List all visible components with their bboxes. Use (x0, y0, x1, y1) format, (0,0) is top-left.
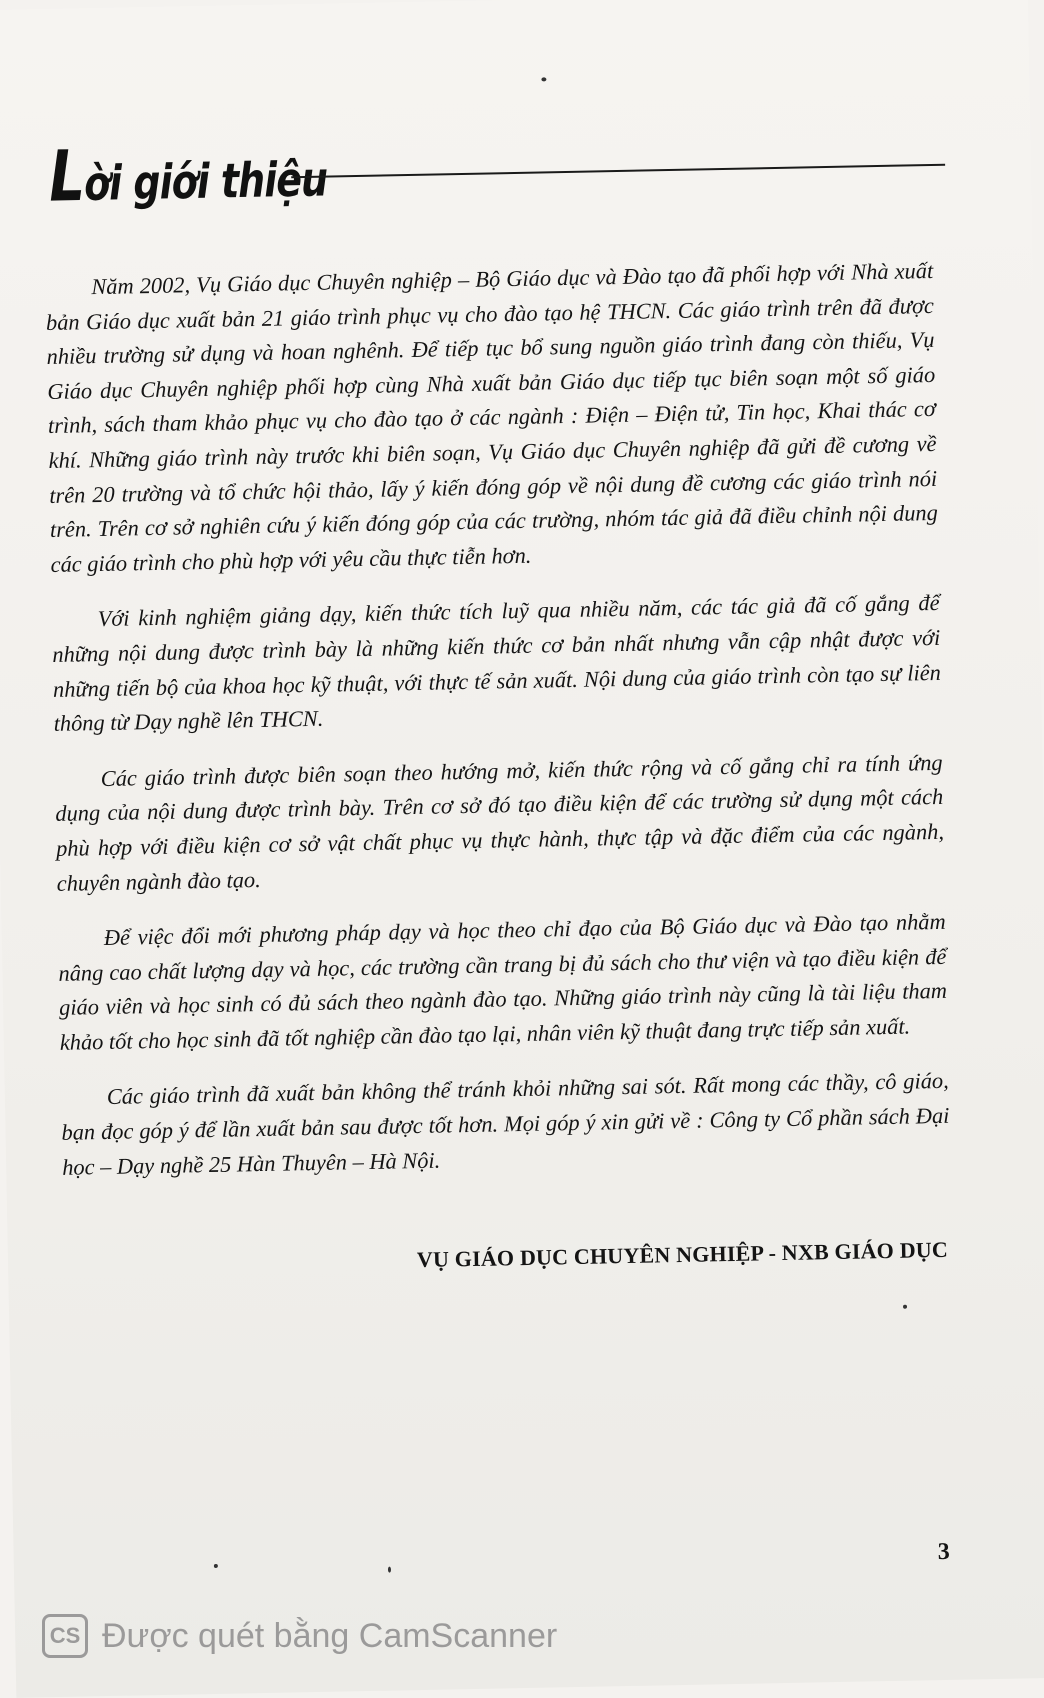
camscanner-watermark (42, 1612, 557, 1660)
signature: VỤ GIÁO DỤC CHUYÊN NGHIỆP - NXB GIÁO DỤC (416, 1236, 949, 1273)
paragraph-5: Các giáo trình đã xuất bản không thể tránh khỏi những sai sót. Rất mong các thầy, cô giáo, bạn đọc góp ý để lần xuất bản sau được tốt hơn. Mọi góp ý xin gửi về : Công ty Cổ phần sách Đại học – Dạy nghề 25 Hàn Thuyên – Hà Nội. (61, 1068, 950, 1180)
paragraph-4: Để việc đổi mới phương pháp dạy và học theo chỉ đạo của Bộ Giáo dục và Đào tạo nhằm nâng cao chất lượng dạy và học, các trường cần trang bị đủ sách cho thư viện và tạo điều kiện để giáo viên và học sinh có đủ sách theo ngành đào tạo. Những giáo trình này cũng là tài liệu tham khảo tốt cho học sinh đã tốt nghiệp cần đào tạo lại, nhân viên kỹ thuật đang trực tiếp sản xuất. (58, 908, 948, 1055)
body-text (45, 254, 951, 1206)
paragraph-1: Năm 2002, Vụ Giáo dục Chuyên nghiệp – Bộ Giáo dục và Đào tạo đã phối hợp với Nhà xuất bản Giáo dục xuất bản 21 giáo trình phục vụ cho đào tạo hệ THCN. Các giáo trình trên đã được nhiều trường sử dụng và hoan nghênh. Để tiếp tục bổ sung nguồn giáo trình đang còn thiếu, Vụ Giáo dục Chuyên nghiệp phối hợp cùng Nhà xuất bản Giáo dục tiếp tục biên soạn một số giáo trình, sách tham khảo phục vụ cho đào tạo ở các ngành : Điện – Điện tử, Tin học, Khai thác cơ khí. Những giáo trình này trước khi biên soạn, Vụ Giáo dục Chuyên nghiệp đã gửi đề cương về trên 20 trường và tổ chức hội thảo, lấy ý kiến đóng góp về nội dung đề cương các giáo trình nói trên. Trên cơ sở nghiên cứu ý kiến đóng góp của các trường, nhóm tác giả đã điều chỉnh nội dung các giáo trình cho phù hợp với yêu cầu thực tiễn hơn. (45, 257, 939, 577)
page-title (48, 132, 327, 219)
scan-speck (214, 1564, 218, 1568)
title-rest: ời giới thiệu (83, 151, 328, 212)
paragraph-3: Các giáo trình được biên soạn theo hướng mở, kiến thức rộng và cố gắng chỉ ra tính ứng dụng của nội dung được trình bày. Trên cơ sở đó tạo điều kiện để các trường sử dụng một cách phù hợp với điều kiện cơ sở vật chất phục vụ thực hành, thực tập và đặc điểm của các ngành, chuyên ngành đào tạo. (55, 749, 945, 896)
scan-speck (903, 1305, 907, 1309)
title-rule (291, 164, 945, 179)
title-initial: L (48, 136, 85, 219)
heading-row (48, 120, 949, 219)
paragraph-2: Với kinh nghiệm giảng dạy, kiến thức tích luỹ qua nhiều năm, các tác giả đã cố gắng để những nội dung được trình bày là những kiến thức cơ bản nhất nhưng vẫn cập nhật được với những tiến bộ của khoa học kỹ thuật, với thực tế sản xuất. Nội dung của giáo trình còn tạo sự liên thông từ Dạy nghề lên THCN. (52, 590, 942, 737)
camscanner-logo-icon: CS (42, 1614, 88, 1658)
page-number: 3 (937, 1538, 950, 1566)
scan-speck (541, 77, 546, 81)
watermark-text: Được quét bằng CamScanner (102, 1616, 558, 1655)
scan-speck (388, 1567, 391, 1573)
